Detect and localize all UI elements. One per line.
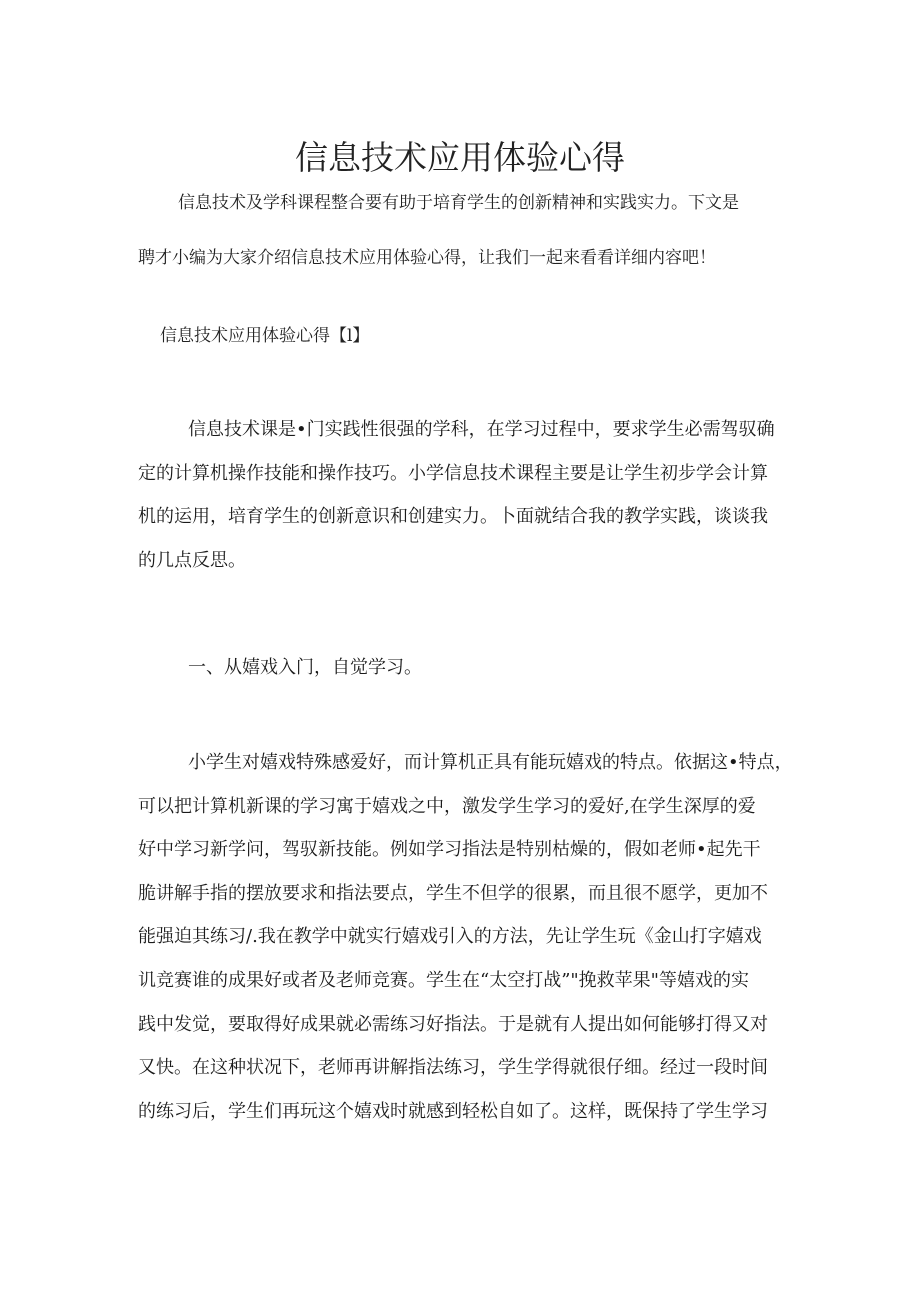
section-heading-text: 一、从嬉戏入门，自觉学习。 bbox=[188, 657, 422, 678]
paragraph-line: 讥竞赛谁的成果好或者及老师竞赛。学生在“太空打战”"挽救苹果"等嬉戏的实 bbox=[138, 969, 749, 991]
paragraph-line: 定的计算机操作技能和操作技巧。小学信息技术课程主要是让学生初步学会计算 bbox=[138, 462, 768, 484]
paragraph-line: 践中发觉，要取得好成果就必需练习好指法。于是就有人提出如何能够打得又对 bbox=[138, 1013, 768, 1035]
paragraph-line: 可以把计算机新课的学习寓于嬉戏之中，激发学生学习的爱好,在学生深厚的爱 bbox=[138, 795, 756, 817]
document-title: 信息技术应用体验心得 bbox=[295, 138, 625, 178]
intro-line: 信息技术及学科课程整合要有助于培育学生的创新精神和实践实力。下文是 bbox=[178, 193, 739, 213]
paragraph-line: 的几点反思。 bbox=[138, 549, 246, 571]
paragraph-line: 信息技术课是•门实践性很强的学科，在学习过程中，要求学生必需驾驭确 bbox=[188, 419, 775, 440]
paragraph-line: 好中学习新学问，驾驭新技能。例如学习指法是特别枯燥的，假如老师•起先干 bbox=[138, 839, 761, 861]
intro-paragraph bbox=[138, 176, 788, 286]
paragraph-line: 脆讲解手指的摆放要求和指法要点，学生不但学的很累，而且很不愿学，更加不 bbox=[138, 882, 768, 904]
paragraph-line: 小学生对嬉戏特殊感爱好，而计算机正具有能玩嬉戏的特点。依据这•特点， bbox=[188, 752, 793, 773]
body-paragraph-2 bbox=[138, 741, 793, 1133]
paragraph-line: 机的运用，培育学生的创新意识和创建实力。卜面就结合我的教学实践，谈谈我 bbox=[138, 506, 768, 528]
paragraph-line: 的练习后，学生们再玩这个嬉戏时就感到轻松自如了。这样，既保持了学生学习 bbox=[138, 1100, 768, 1122]
intro-line: 聘才小编为大家介绍信息技术应用体验心得，让我们一起来看看详细内容吧！ bbox=[138, 248, 716, 268]
article-subheading: 信息技术应用体验心得【l】 bbox=[160, 326, 370, 346]
paragraph-line: 能强迫其练习/.我在教学中就实行嬉戏引入的方法，先让学生玩《金山打字嬉戏 bbox=[138, 926, 762, 948]
paragraph-line: 又快。在这种状况下，老师再讲解指法练习，学生学得就很仔细。经过一段时间 bbox=[138, 1057, 768, 1079]
body-paragraph-1 bbox=[138, 408, 788, 582]
section-heading-1 bbox=[138, 646, 788, 690]
